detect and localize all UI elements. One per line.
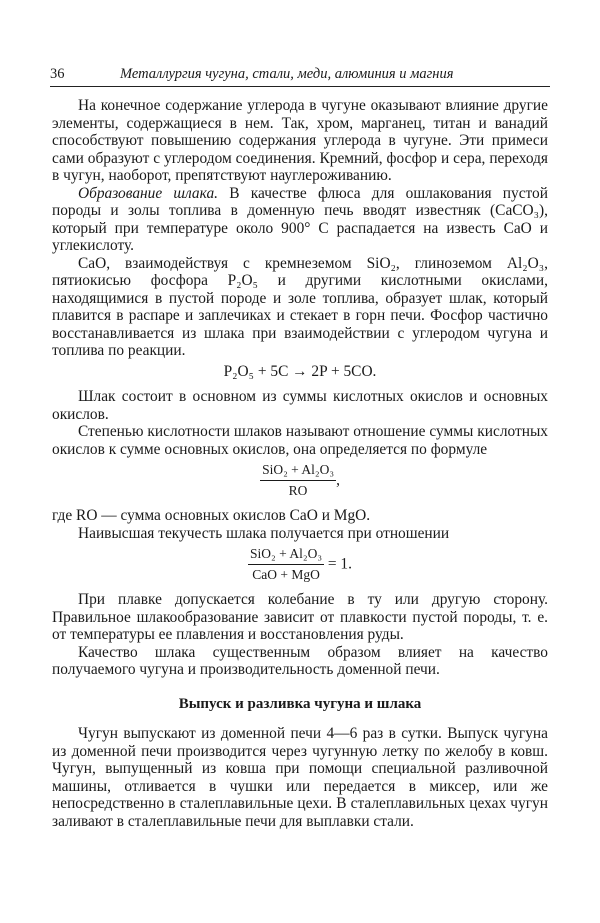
section-heading: Выпуск и разливка чугуна и шлака [178, 695, 422, 712]
acidity-formula [52, 461, 548, 499]
paragraph-carbon-content: На конечное содержание углерода в чугуне оказывают влияние другие элементы, содержащиеся в нем. Так, хром, марганец, титан и ванадий способствуют повышению содержания углерода в чугуне. Эти примеси сами образуют с углеродом соединения. Кремний, фосфор и сера, переходя в чугун, наоборот, препятствуют науглероживанию. [52, 97, 548, 184]
formula-tail: , [336, 471, 340, 489]
fraction-numerator: SiO₂ + Al₂O₃ [260, 461, 336, 481]
formula-tail: = 1. [327, 555, 352, 573]
acidity-fraction [260, 461, 336, 499]
reaction-formula: P₂O₅ + 5C → 2P + 5CO. [223, 362, 377, 380]
paragraph-lead-in: Образование шлака. [78, 184, 218, 202]
paragraph-cao-interaction: CaO, взаимодействуя с кремнеземом SiO₂, глиноземом Al₂O₃, пятиокисью фосфора P₂O₅ и другими кислотными окислами, находящимися в пустой породе и золе топлива, образует шлак, который плавится в распаре и заплечиках и стекает в горн печи. Фосфор частично восстанавливается из шлака при взаимодействии с углеродом чугуна и топлива по реакции. [52, 254, 548, 359]
paragraph-fluidity: Наивысшая текучесть шлака получается при отношении [78, 524, 450, 542]
paragraph-acidity-degree: Степенью кислотности шлаков называют отношение суммы кислотных окислов к сумме основных окислов, она определяется по формуле [52, 423, 548, 458]
running-head [50, 64, 550, 87]
fraction-denominator: RO [288, 482, 308, 498]
page-number: 36 [50, 66, 65, 82]
fluidity-fraction [248, 545, 324, 583]
paragraph-ro-definition: где RO — сумма основных окислов CaO и MgO. [52, 507, 371, 524]
paragraph-slag-formation-text: В качестве флюса для ошлакования пустой породы и золы топлива в доменную печь вводят известняк (CaCO₃), который при температуре около 900° С распадается на известь CaO и углекислоту. [52, 184, 548, 254]
body-text [52, 97, 548, 830]
fraction-numerator: SiO₂ + Al₂O₃ [248, 545, 324, 565]
running-title: Металлургия чугуна, стали, меди, алюминия и магния [120, 66, 454, 82]
paragraph-slag-composition: Шлак состоит в основном из суммы кислотных окислов и основных окислов. [52, 388, 548, 423]
paragraph-slag-formation [52, 185, 548, 255]
fluidity-formula [52, 545, 548, 583]
paragraph-fluctuation: При плавке допускается колебание в ту или другую сторону. Правильное шлакообразование зависит от плавкости пустой породы, т. е. от температуры ее плавления и восстановления руды. [52, 591, 548, 643]
fraction-denominator: CaO + MgO [252, 566, 320, 582]
paragraph-tapping: Чугун выпускают из доменной печи 4—6 раз в сутки. Выпуск чугуна из доменной печи производится через чугунную летку по желобу в ковш. Чугун, выпущенный из ковша при помощи специальной разливочной машины, отливается в чушки или передается в миксер, или же непосредственно в сталеплавильные цехи. В сталеплавильных цехах чугун заливают в сталеплавильные печи для выплавки стали. [52, 725, 548, 830]
paragraph-slag-quality: Качество шлака существенным образом влияет на качество получаемого чугуна и производительность доменной печи. [52, 643, 548, 678]
